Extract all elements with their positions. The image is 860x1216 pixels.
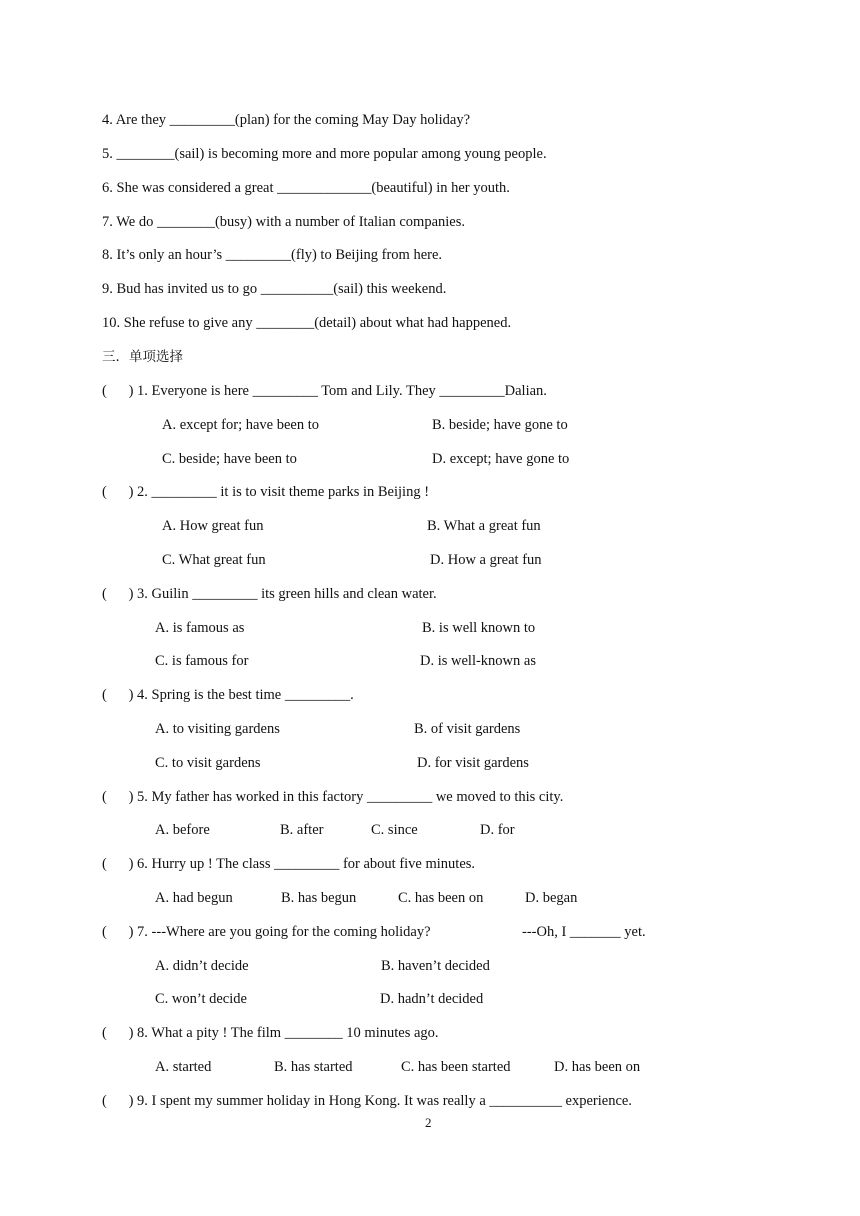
answer-option: A. How great fun bbox=[162, 518, 264, 534]
answer-option: A. before bbox=[155, 822, 210, 838]
answer-option: C. What great fun bbox=[162, 552, 266, 568]
answer-option: A. had begun bbox=[155, 890, 233, 906]
answer-option: B. has begun bbox=[281, 890, 357, 906]
answer-option: C. has been on bbox=[398, 890, 484, 906]
question-stem: ( ) 3. Guilin _________ its green hills and clean water. bbox=[102, 586, 437, 602]
question-stem: ( ) 5. My father has worked in this factory _________ we moved to this city. bbox=[102, 789, 564, 805]
answer-option: B. of visit gardens bbox=[414, 721, 521, 737]
answer-option: B. has started bbox=[274, 1059, 353, 1075]
question-stem: ( ) 8. What a pity ! The film ________ 10 minutes ago. bbox=[102, 1025, 439, 1041]
question-reply: ---Oh, I _______ yet. bbox=[522, 924, 646, 940]
fill-in-item: 7. We do ________(busy) with a number of Italian companies. bbox=[102, 214, 466, 230]
question-stem: ( ) 4. Spring is the best time _________. bbox=[102, 687, 354, 703]
answer-option: A. is famous as bbox=[155, 620, 245, 636]
answer-option: D. has been on bbox=[554, 1059, 641, 1075]
question-stem: ( ) 1. Everyone is here _________ Tom and Lily. They _________Dalian. bbox=[102, 383, 547, 399]
answer-option: D. for visit gardens bbox=[417, 755, 529, 771]
answer-option: C. since bbox=[371, 822, 418, 838]
fill-in-item: 5. ________(sail) is becoming more and more popular among young people. bbox=[102, 146, 547, 162]
answer-option: A. started bbox=[155, 1059, 212, 1075]
section-heading: 三．单项选择 bbox=[102, 349, 183, 365]
fill-in-item: 6. She was considered a great _____________(beautiful) in her youth. bbox=[102, 180, 510, 196]
fill-in-item: 8. It’s only an hour’s _________(fly) to Beijing from here. bbox=[102, 247, 443, 263]
fill-in-item: 10. She refuse to give any ________(detail) about what had happened. bbox=[102, 315, 512, 331]
answer-option: D. hadn’t decided bbox=[380, 991, 484, 1007]
question-stem: ( ) 9. I spent my summer holiday in Hong Kong. It was really a __________ experience. bbox=[102, 1093, 632, 1109]
answer-option: D. is well-known as bbox=[420, 653, 536, 669]
answer-option: A. didn’t decide bbox=[155, 958, 249, 974]
answer-option: B. is well known to bbox=[422, 620, 536, 636]
question-stem: ( ) 2. _________ it is to visit theme parks in Beijing ! bbox=[102, 484, 430, 500]
answer-option: D. How a great fun bbox=[430, 552, 542, 568]
question-stem: ( ) 6. Hurry up ! The class _________ for about five minutes. bbox=[102, 856, 476, 872]
answer-option: C. won’t decide bbox=[155, 991, 247, 1007]
answer-option: C. is famous for bbox=[155, 653, 249, 669]
fill-in-item: 9. Bud has invited us to go __________(sail) this weekend. bbox=[102, 281, 447, 297]
answer-option: B. What a great fun bbox=[427, 518, 541, 534]
answer-option: B. after bbox=[280, 822, 324, 838]
answer-option: D. began bbox=[525, 890, 578, 906]
answer-option: B. haven’t decided bbox=[381, 958, 490, 974]
answer-option: C. to visit gardens bbox=[155, 755, 261, 771]
answer-option: D. for bbox=[480, 822, 515, 838]
fill-in-item: 4. Are they _________(plan) for the coming May Day holiday? bbox=[102, 112, 471, 128]
answer-option: C. has been started bbox=[401, 1059, 511, 1075]
answer-option: A. to visiting gardens bbox=[155, 721, 280, 737]
answer-option: A. except for; have been to bbox=[162, 417, 320, 433]
answer-option: B. beside; have gone to bbox=[432, 417, 568, 433]
page-number: 2 bbox=[425, 1115, 432, 1130]
question-stem: ( ) 7. ---Where are you going for the coming holiday? bbox=[102, 924, 431, 940]
answer-option: C. beside; have been to bbox=[162, 451, 297, 467]
answer-option: D. except; have gone to bbox=[432, 451, 570, 467]
